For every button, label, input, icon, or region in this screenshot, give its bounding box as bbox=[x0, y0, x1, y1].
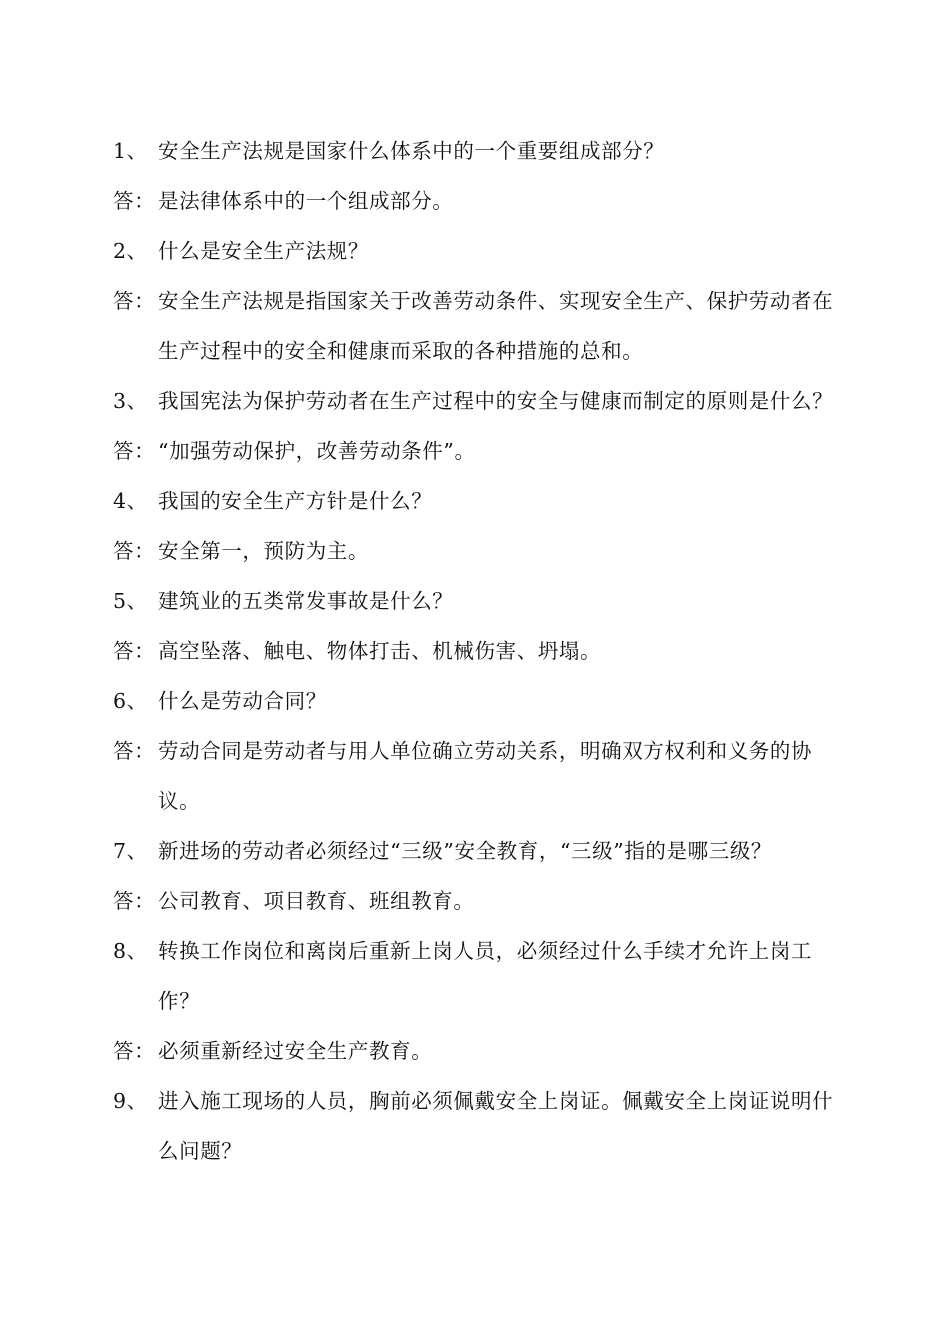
answer-8 bbox=[113, 1026, 853, 1076]
answer-text: “加强劳动保护，改善劳动条件”。 bbox=[158, 439, 476, 463]
question-number: 3、 bbox=[113, 389, 148, 413]
question-text: 建筑业的五类常发事故是什么？ bbox=[158, 589, 454, 613]
question-6 bbox=[113, 676, 853, 726]
question-text: 进入施工现场的人员，胸前必须佩戴安全上岗证。佩戴安全上岗证说明什么问题？ bbox=[158, 1089, 834, 1163]
question-1 bbox=[113, 126, 853, 176]
question-text: 转换工作岗位和离岗后重新上岗人员，必须经过什么手续才允许上岗工作？ bbox=[158, 939, 813, 1013]
question-number: 4、 bbox=[113, 489, 148, 513]
question-text: 什么是安全生产法规？ bbox=[158, 239, 369, 263]
question-number: 2、 bbox=[113, 239, 148, 263]
answer-7 bbox=[113, 876, 853, 926]
question-7 bbox=[113, 826, 853, 876]
question-5 bbox=[113, 576, 853, 626]
answer-text: 公司教育、项目教育、班组教育。 bbox=[158, 889, 475, 913]
question-text: 什么是劳动合同？ bbox=[158, 689, 327, 713]
answer-label: 答： bbox=[113, 189, 156, 213]
question-number: 9、 bbox=[113, 1089, 148, 1113]
answer-label: 答： bbox=[113, 289, 156, 313]
answer-text: 安全第一，预防为主。 bbox=[158, 539, 369, 563]
question-2 bbox=[113, 226, 853, 276]
answer-label: 答： bbox=[113, 639, 156, 663]
answer-4 bbox=[113, 526, 853, 576]
answer-3 bbox=[113, 426, 853, 476]
answer-label: 答： bbox=[113, 889, 156, 913]
answer-text: 安全生产法规是指国家关于改善劳动条件、实现安全生产、保护劳动者在生产过程中的安全和健康而采取的各种措施的总和。 bbox=[158, 289, 834, 363]
answer-2 bbox=[113, 276, 853, 376]
answer-text: 高空坠落、触电、物体打击、机械伤害、坍塌。 bbox=[158, 639, 602, 663]
answer-label: 答： bbox=[113, 439, 156, 463]
question-number: 7、 bbox=[113, 839, 148, 863]
answer-6 bbox=[113, 726, 853, 826]
question-number: 8、 bbox=[113, 939, 148, 963]
question-text: 我国的安全生产方针是什么？ bbox=[158, 489, 433, 513]
answer-label: 答： bbox=[113, 539, 156, 563]
answer-label: 答： bbox=[113, 1039, 156, 1063]
answer-text: 是法律体系中的一个组成部分。 bbox=[158, 189, 454, 213]
answer-5 bbox=[113, 626, 853, 676]
question-text: 安全生产法规是国家什么体系中的一个重要组成部分？ bbox=[158, 139, 665, 163]
question-4 bbox=[113, 476, 853, 526]
answer-text: 劳动合同是劳动者与用人单位确立劳动关系，明确双方权利和义务的协议。 bbox=[158, 739, 813, 813]
question-9 bbox=[113, 1076, 853, 1176]
answer-text: 必须重新经过安全生产教育。 bbox=[158, 1039, 433, 1063]
question-8 bbox=[113, 926, 853, 1026]
question-3 bbox=[113, 376, 853, 426]
question-number: 5、 bbox=[113, 589, 148, 613]
question-text: 我国宪法为保护劳动者在生产过程中的安全与健康而制定的原则是什么？ bbox=[158, 389, 834, 413]
question-text: 新进场的劳动者必须经过“三级”安全教育，“三级”指的是哪三级？ bbox=[158, 839, 773, 863]
answer-1 bbox=[113, 176, 853, 226]
qa-list bbox=[113, 126, 853, 1176]
answer-label: 答： bbox=[113, 739, 156, 763]
question-number: 6、 bbox=[113, 689, 148, 713]
question-number: 1、 bbox=[113, 139, 148, 163]
